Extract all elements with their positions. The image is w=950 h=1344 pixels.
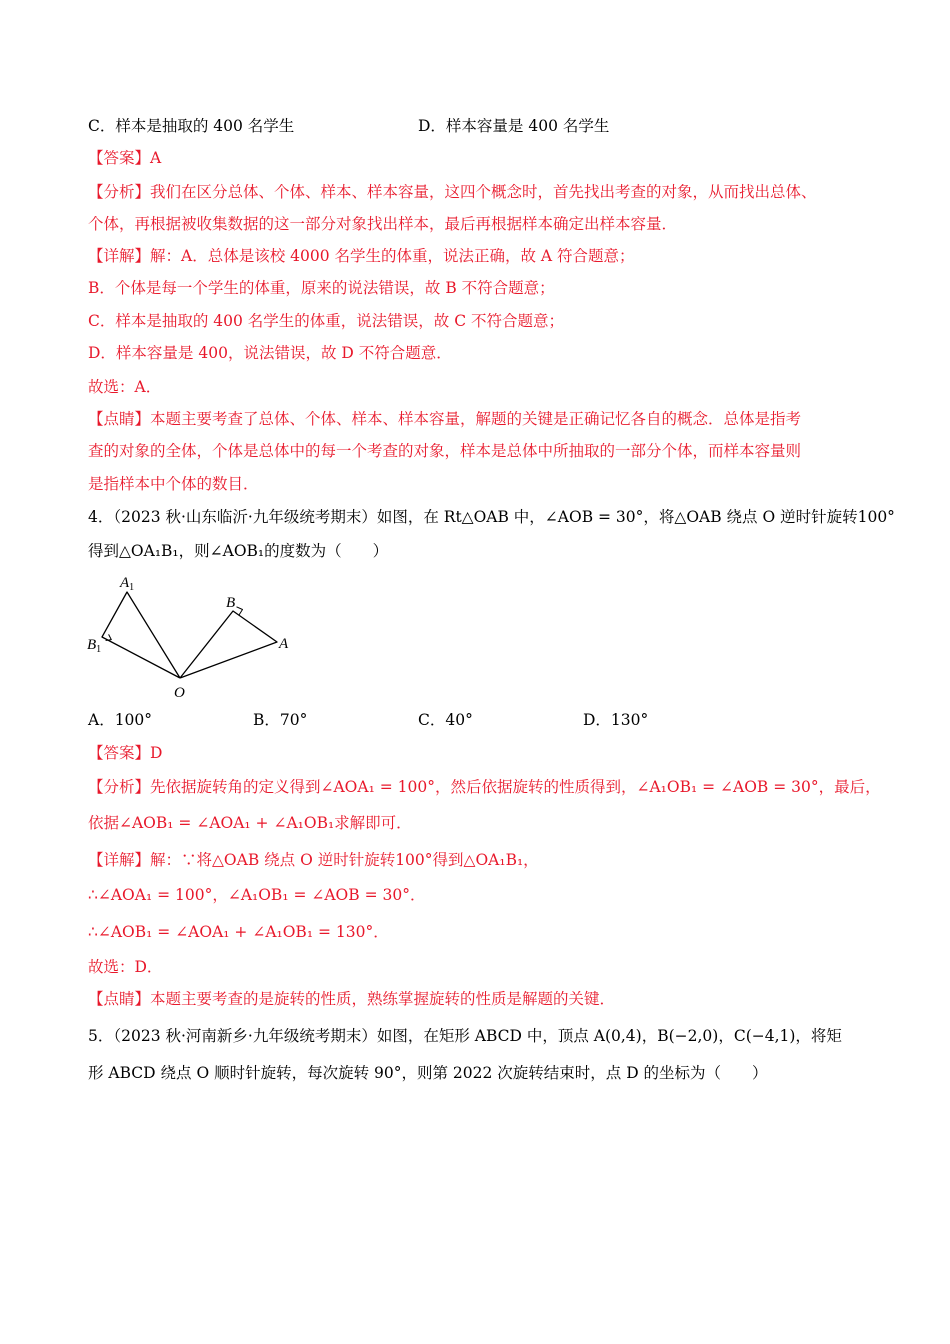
q4-stem-line1: 4．（2023 秋·山东临沂·九年级统考期末）如图，在 Rt△OAB 中，∠AOB = 30°，将△OAB 绕点 O 逆时针旋转100°: [88, 508, 895, 526]
q4-option-c: C．40°: [418, 711, 473, 729]
q5-stem-line1: 5．（2023 秋·河南新乡·九年级统考期末）如图，在矩形 ABCD 中，顶点 A(0,4)，B(−2,0)，C(−4,1)，将矩: [88, 1027, 842, 1045]
q4-detail-line1: 【详解】解：∵将△OAB 绕点 O 逆时针旋转100°得到△OA₁B₁，: [88, 851, 539, 869]
q3-detail-line4: D．样本容量是 400，说法错误，故 D 不符合题意．: [88, 344, 452, 362]
q4-option-a: A．100°: [88, 711, 153, 729]
q3-answer: 【答案】A: [88, 149, 162, 167]
q4-option-d: D．130°: [583, 711, 649, 729]
label-b: B: [226, 595, 236, 611]
q4-choose: 故选：D．: [88, 958, 163, 976]
q3-detail-line3: C．样本是抽取的 400 名学生的体重，说法错误，故 C 不符合题意；: [88, 312, 565, 330]
q4-stem-line2: 得到△OA₁B₁，则∠AOB₁的度数为（ ）: [88, 542, 389, 560]
label-b1: $B_1$: [87, 637, 102, 655]
q3-comment-line1: 【点睛】本题主要考查了总体、个体、样本、样本容量，解题的关键是正确记忆各自的概念．总体是指考: [88, 410, 802, 428]
q3-analysis-line1: 【分析】我们在区分总体、个体、样本、样本容量，这四个概念时，首先找出考查的对象，从而找出总体、: [88, 183, 817, 201]
q4-answer: 【答案】D: [88, 744, 163, 762]
q4-detail-line2: ∴∠AOA₁ = 100°，∠A₁OB₁ = ∠AOB = 30°．: [88, 886, 426, 904]
q3-analysis-line2: 个体，再根据被收集数据的这一部分对象找出样本，最后再根据样本确定出样本容量．: [88, 215, 678, 233]
triangle-oab: [180, 611, 277, 678]
q4-analysis-line1: 【分析】先依据旋转角的定义得到∠AOA₁ = 100°，然后依据旋转的性质得到，∠A₁OB₁ = ∠AOB = 30°，最后，: [88, 778, 881, 796]
q4-option-b: B．70°: [253, 711, 308, 729]
q3-option-d: D．样本容量是 400 名学生: [418, 117, 610, 135]
q4-analysis-line2: 依据∠AOB₁ = ∠AOA₁ + ∠A₁OB₁求解即可．: [88, 814, 412, 832]
q3-comment-line3: 是指样本中个体的数目．: [88, 475, 259, 493]
q3-option-c: C．样本是抽取的 400 名学生: [88, 117, 295, 135]
q4-detail-line3: ∴∠AOB₁ = ∠AOA₁ + ∠A₁OB₁ = 130°．: [88, 923, 389, 941]
q3-detail-line1: 【详解】解：A．总体是该校 4000 名学生的体重，说法正确，故 A 符合题意；: [88, 247, 635, 265]
q4-comment: 【点睛】本题主要考查的是旋转的性质，熟练掌握旋转的性质是解题的关键．: [88, 990, 616, 1008]
q3-comment-line2: 查的对象的全体，个体是总体中的每一个考查的对象，样本是总体中所抽取的一部分个体，而样本容量则: [88, 442, 802, 460]
rotation-figure: [80, 572, 310, 704]
q3-detail-line2: B．个体是每一个学生的体重，原来的说法错误，故 B 不符合题意；: [88, 279, 555, 297]
q3-choose: 故选：A．: [88, 378, 162, 396]
label-o: O: [174, 685, 185, 701]
triangle-oa1b1: [102, 592, 180, 678]
label-a1: $A_1$: [120, 575, 135, 593]
label-a: A: [279, 636, 289, 652]
q5-stem-line2: 形 ABCD 绕点 O 顺时针旋转，每次旋转 90°，则第 2022 次旋转结束时，点 D 的坐标为（ ）: [88, 1064, 768, 1082]
